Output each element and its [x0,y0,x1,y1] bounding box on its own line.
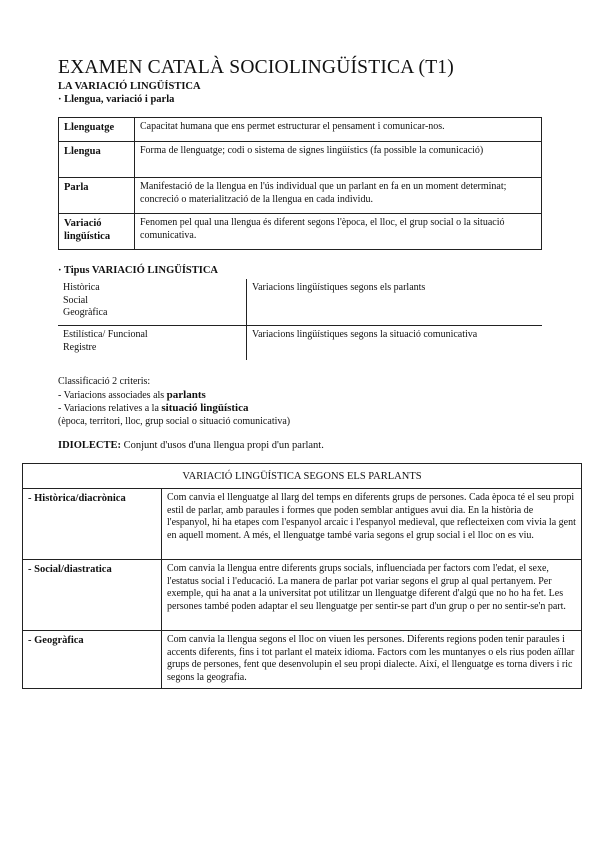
variacio-text: Com canvia la llengua segons el lloc on viuen les persones. Diferents regions poden tenir paraules i accents diferents, fins i tot parlant el mateix idioma. Factors com les muntanyes o els rius poden aïllar grups de persones, fent que desenvolupin el seu propi dialecte. Així, el llenguatge es torna divers i ric segons la geografia. [162,631,582,689]
line-text: - Variacions associades als [58,389,167,401]
table-row [59,142,542,178]
definition-text: Manifestació de la llengua en l'ús individual que un parlant en fa en un moment determinat; concreció o materialització de la llengua en cada individu. [135,178,542,214]
tipus-description: Variacions lingüístiques segons la situació comunicativa [252,329,478,340]
table-row [23,489,582,560]
definition-text: Capacitat humana que ens permet estructurar el pensament i comunicar-nos. [135,118,542,142]
tipus-category: Social [63,294,88,306]
tipus-category: Històrica [63,282,100,293]
table-row [59,118,542,142]
tipus-heading: · Tipus VARIACIÓ LINGÜÍSTICA [58,265,218,276]
definition-term: Llenguatge [59,118,135,142]
tipus-category: Registre [63,341,97,353]
tipus-table [58,279,542,360]
section-heading: · Llengua, variació i parla [58,94,175,105]
variacio-parlants-table [22,463,582,689]
line-text: - Variacions relatives a la [58,403,162,415]
tipus-category: Estilística/ Funcional [63,329,148,340]
table-row [58,279,542,326]
tipus-categories [58,279,247,326]
tipus-description: Variacions lingüístiques segons els parlants [247,279,543,326]
idiolecte-definition [58,440,324,451]
page-title: EXAMEN CATALÀ SOCIOLINGÜÍSTICA (T1) [58,57,454,78]
definition-term: Variació lingüística [59,214,135,250]
variacio-text: Com canvia el llenguatge al llarg del temps en diferents grups de persones. Cada època té el seu propi estil de parlar, amb paraules i formes que poden semblar antigues avui dia. En la història de l'espanyol, hi ha etapes com l'espanyol arcaic i l'espanyol medieval, que reflecteixen com vivia la gent en aquell moment. A més, el llenguatge també varia segons el grup social i el lloc on es viu. [162,489,582,560]
table-row [23,631,582,689]
definition-term: Parla [59,178,135,214]
idiolecte-text: Conjunt d'usos d'una llengua propi d'un parlant. [121,440,324,451]
definition-text: Fenomen pel qual una llengua és diferent segons l'època, el lloc, el grup social o la situació comunicativa. [135,214,542,250]
classificacio-line [58,389,290,403]
table-header-row [23,464,582,489]
definitions-table [58,117,542,250]
line-bold: parlants [166,388,206,401]
variacio-type: - Social/diastratica [23,560,162,631]
variacio-type: - Geogràfica [23,631,162,689]
tipus-category: Geogràfica [63,307,108,318]
variacio-text: Com canvia la llengua entre diferents grups socials, influenciada per factors com l'edat, el sexe, l'estatus social i l'educació. La manera de parlar pot variar segons el grup al qual pertanyem. Per exemple, qui ha anat a la universitat pot utilitzar un llenguatge diferent d'algú que no ho ha fet. Les persones també poden adaptar el seu llenguatge per sentir-se part d'un grup o per no sentir-se'n part. [162,560,582,631]
table-row [59,214,542,250]
idiolecte-label: IDIOLECTE: [58,440,122,451]
classificacio-line [58,402,290,416]
line-bold: situació lingüística [161,402,249,415]
definition-term: Llengua [59,142,135,178]
tipus-categories [58,326,247,361]
definition-text: Forma de llenguatge; codi o sistema de signes lingüístics (fa possible la comunicació) [135,142,542,178]
table-row [59,178,542,214]
table-row [23,560,582,631]
classificacio-note: (època, territori, lloc, grup social o situació comunicativa) [58,416,291,427]
classificacio-block [58,376,290,429]
table-row [58,326,542,361]
table-heading: VARIACIÓ LINGÜÍSTICA SEGONS ELS PARLANTS [23,464,582,489]
section-subtitle: LA VARIACIÓ LINGÜÍSTICA [58,81,201,92]
classificacio-intro: Classificació 2 criteris: [58,376,151,387]
variacio-type: - Històrica/diacrònica [23,489,162,560]
